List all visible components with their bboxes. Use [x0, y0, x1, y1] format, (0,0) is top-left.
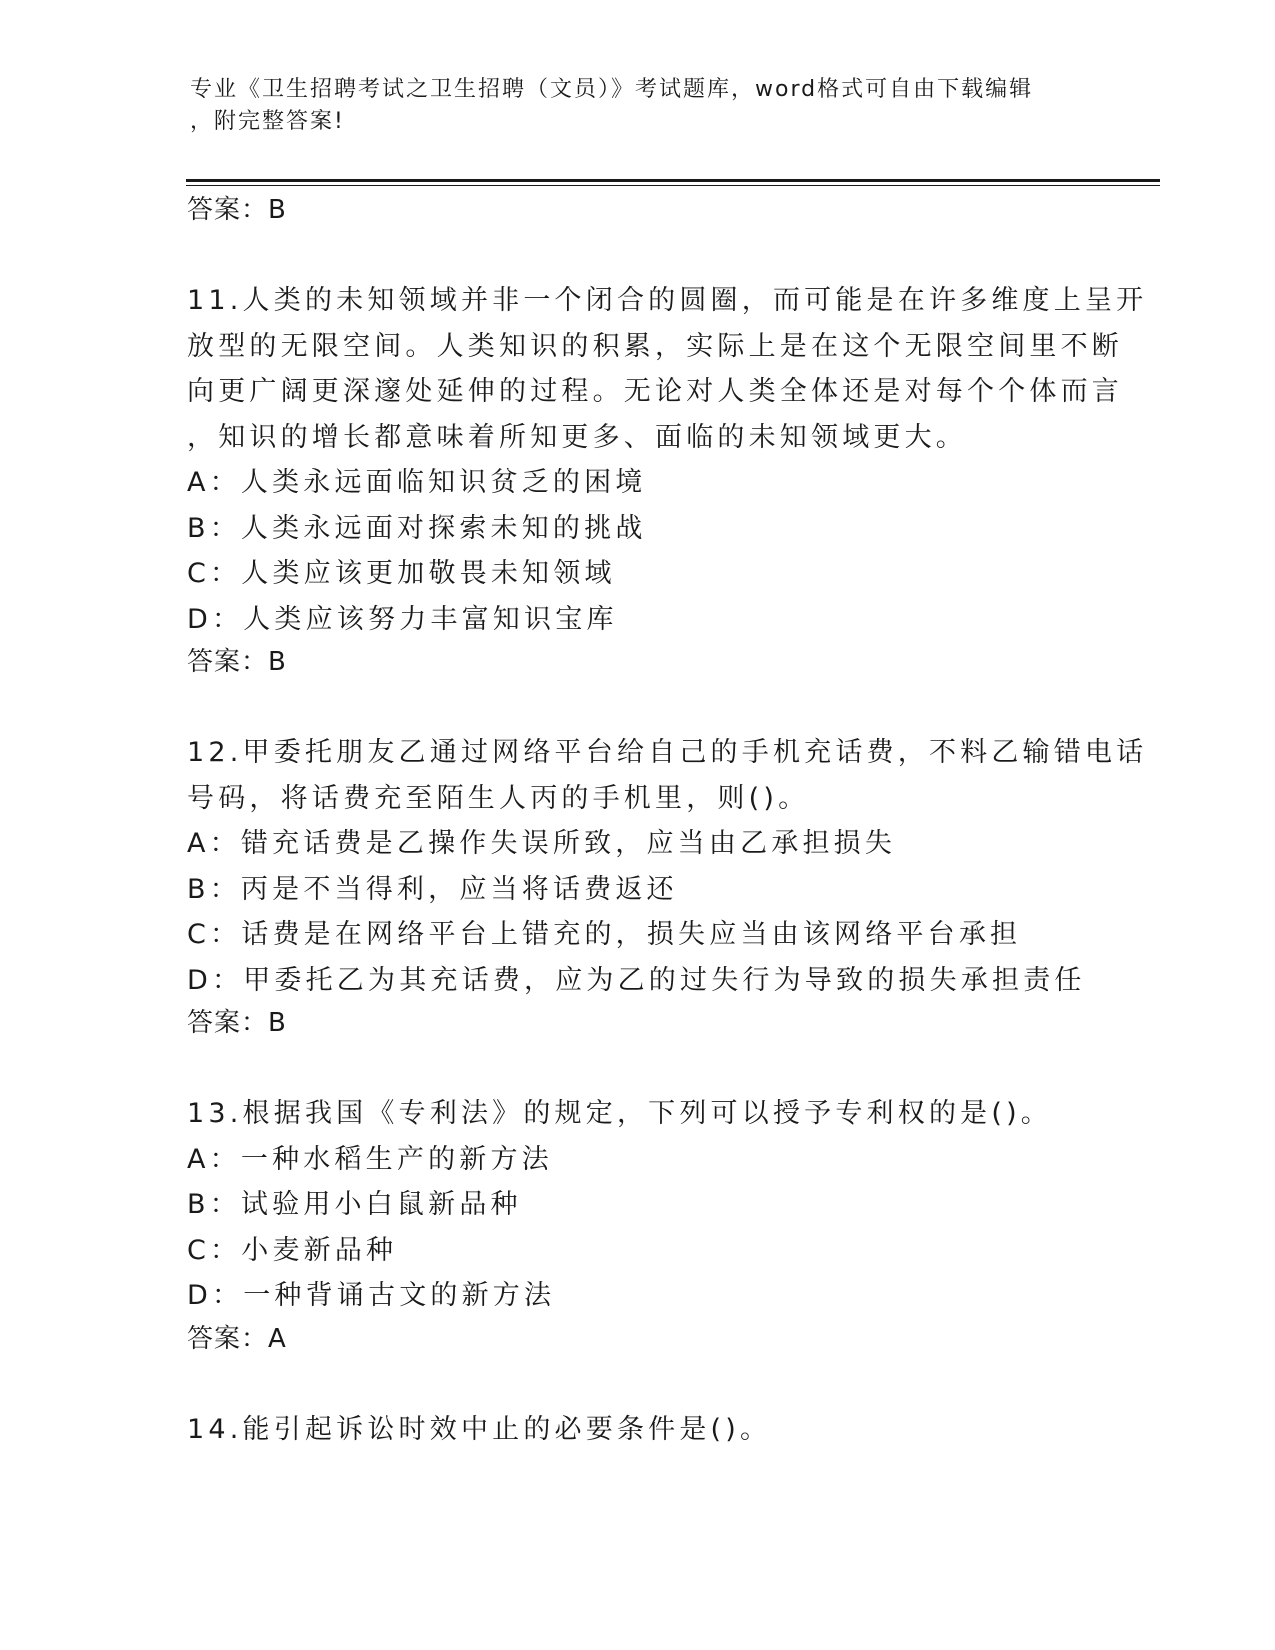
- header-line-1: 专业《卫生招聘考试之卫生招聘（文员）》考试题库，word格式可自由下载编辑: [190, 77, 1034, 102]
- option-c: C：小麦新品种: [187, 1234, 398, 1266]
- answer-line: 答案：B: [187, 1008, 287, 1038]
- question-stem-line: 11.人类的未知领域并非一个闭合的圆圈，而可能是在许多维度上呈开: [187, 285, 1148, 316]
- question-13: [187, 1091, 1087, 1359]
- option-c: C：人类应该更加敬畏未知领域: [187, 558, 616, 589]
- option-b: B：丙是不当得利，应当将话费返还: [187, 873, 678, 905]
- option-d: D：一种背诵古文的新方法: [187, 1280, 556, 1311]
- document-header: [190, 74, 1090, 138]
- question-stem-line: ，知识的增长都意味着所知更多、面临的未知领域更大。: [187, 421, 967, 453]
- question-stem-line: 13.根据我国《专利法》的规定，下列可以授予专利权的是()。: [187, 1098, 1053, 1129]
- question-11: [187, 278, 1148, 682]
- question-12: [187, 730, 1148, 1043]
- answer-line: 答案：A: [187, 1323, 287, 1354]
- answer-line: 答案：B: [187, 647, 287, 677]
- question-stem-line: 向更广阔更深邃处延伸的过程。无论对人类全体还是对每个个体而言: [187, 376, 1123, 407]
- option-d: D：人类应该努力丰富知识宝库: [187, 603, 618, 635]
- option-c: C：话费是在网络平台上错充的，损失应当由该网络平台承担: [187, 919, 1022, 950]
- answer-line: 答案：B: [187, 195, 287, 225]
- question-stem-line: 12.甲委托朋友乙通过网络平台给自己的手机充话费，不料乙输错电话: [187, 737, 1148, 768]
- header-rule-thick: [186, 179, 1160, 182]
- question-14: [187, 1407, 1087, 1453]
- question-stem-line: 放型的无限空间。人类知识的积累，实际上是在这个无限空间里不断: [187, 330, 1123, 362]
- question-stem-line: 14.能引起诉讼时效中止的必要条件是()。: [187, 1413, 772, 1445]
- option-b: B：试验用小白鼠新品种: [187, 1189, 522, 1220]
- question-stem-line: 号码，将话费充至陌生人丙的手机里，则()。: [187, 782, 810, 814]
- option-a: A：错充话费是乙操作失误所致，应当由乙承担损失: [187, 828, 897, 859]
- question-list: [187, 190, 1148, 1452]
- option-d: D：甲委托乙为其充话费，应为乙的过失行为导致的损失承担责任: [187, 964, 1086, 996]
- option-a: A：一种水稻生产的新方法: [187, 1143, 553, 1175]
- option-b: B：人类永远面对探索未知的挑战: [187, 512, 647, 544]
- header-line-2: ，附完整答案!: [190, 109, 345, 134]
- option-a: A：人类永远面临知识贫乏的困境: [187, 467, 647, 498]
- header-rule-thin: [186, 185, 1160, 186]
